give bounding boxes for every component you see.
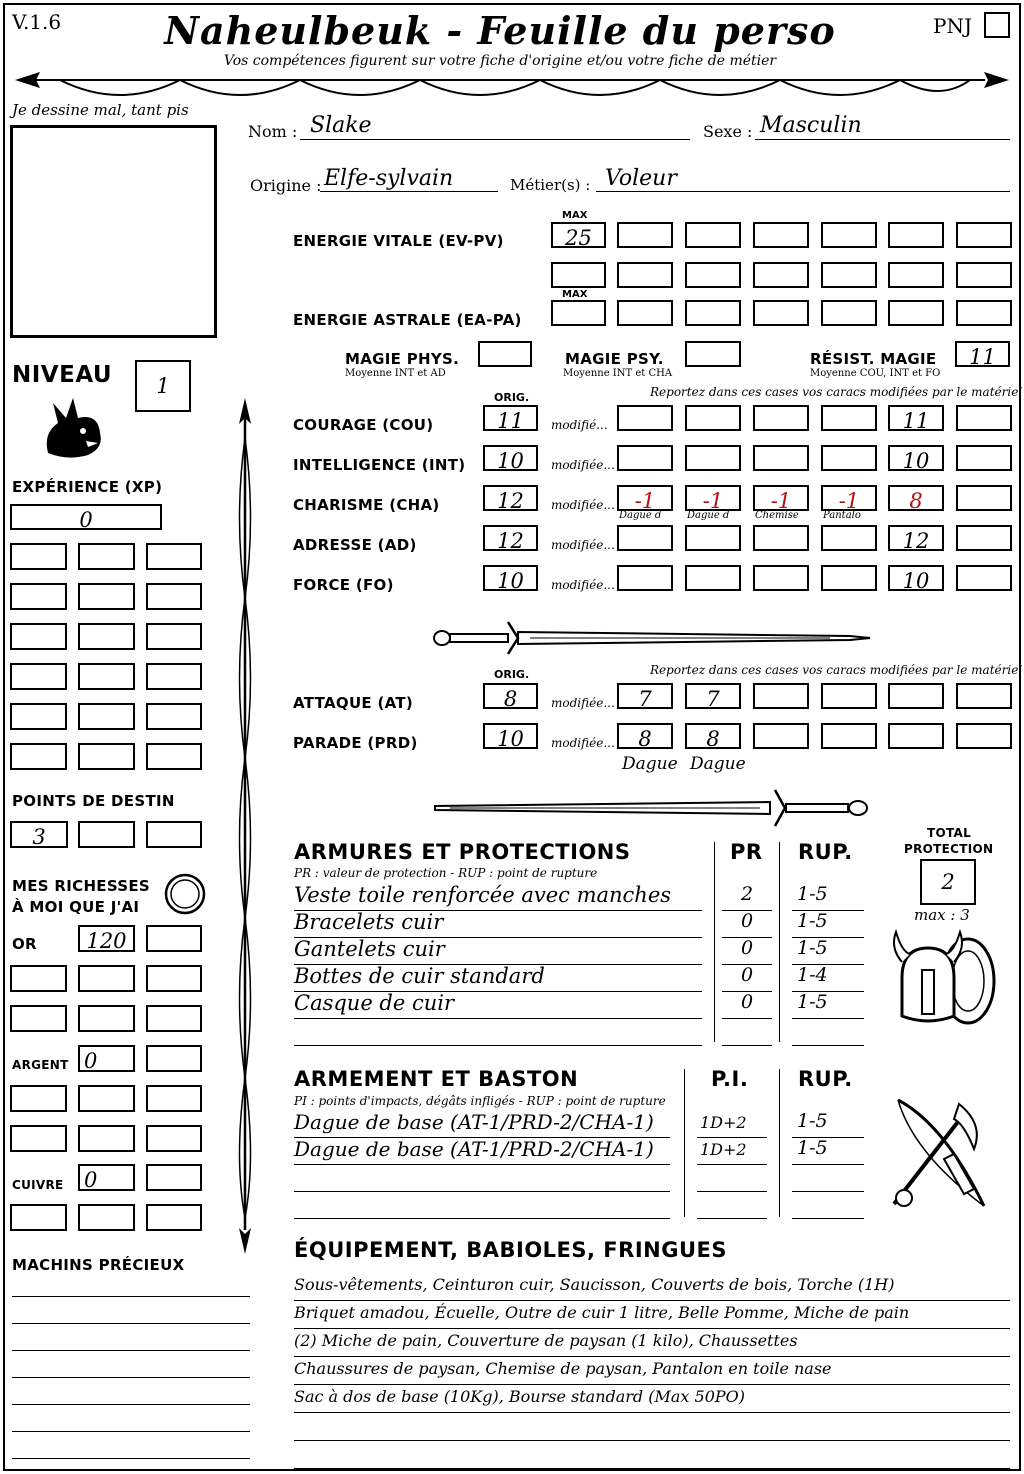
combat-modif-label: modifiée... [551,736,615,750]
destin-box-3[interactable] [146,821,202,848]
stat-mod-box[interactable]: -1 [617,485,673,511]
resist-magie-note: Moyenne COU, INT et FO [810,368,941,379]
sexe-label: Sexe : [703,122,753,141]
armor-item-pr[interactable]: 2 [740,883,754,905]
stat-orig-value[interactable]: 12 [483,485,538,511]
stat-mod-box[interactable] [685,565,741,591]
pnj-checkbox[interactable] [984,12,1010,38]
stat-orig-value[interactable]: 12 [483,525,538,551]
equipment-line[interactable]: Sous-vêtements, Ceinturon cuir, Saucisson, Couverts de bois, Torche (1H) [294,1275,895,1294]
stat-label: ADRESSE (AD) [293,536,417,554]
wealth-box[interactable] [78,965,135,992]
stat-orig-value[interactable]: 10 [483,445,538,471]
xp-box[interactable] [146,543,202,570]
wealth-box[interactable] [10,1005,67,1032]
armor-rup-underline [792,1045,864,1046]
stat-mod-box[interactable]: 10 [888,565,944,591]
helmet-shield-icon [888,926,998,1030]
xp-box[interactable] [78,583,135,610]
armor-item-name[interactable]: Bottes de cuir standard [294,964,545,988]
stat-mod-box[interactable] [617,445,673,471]
portrait-caption: Je dessine mal, tant pis [12,101,189,119]
destin-box-2[interactable] [78,821,135,848]
cuivre-value[interactable]: 0 [78,1164,135,1191]
machins-precieux-label: MACHINS PRÉCIEUX [12,1256,185,1274]
ea-box[interactable] [888,300,944,326]
weapon-item-name[interactable]: Dague de base (AT-1/PRD-2/CHA-1) [294,1137,654,1161]
wealth-box[interactable] [146,1085,202,1112]
sexe-value[interactable]: Masculin [760,113,862,138]
equipment-line[interactable]: Briquet amadou, Écuelle, Outre de cuir 1 litre, Belle Pomme, Miche de pain [294,1303,910,1322]
weapons-subtitle: PI : points d'impacts, dégâts infligés - RUP : point de rupture [294,1094,666,1108]
metier-label: Métier(s) : [510,176,591,194]
combat-mod-box[interactable] [888,683,944,709]
total-protection-label-1: TOTAL [927,826,972,840]
ev-row2-first[interactable] [551,262,606,288]
armor-pr-underline [722,1045,772,1046]
ev-box[interactable] [685,222,741,248]
ea-box[interactable] [753,300,809,326]
ev-box[interactable] [685,262,741,288]
weapon-rup-underline [792,1218,864,1219]
niveau-label: NIVEAU [12,362,113,388]
precious-line[interactable] [12,1323,250,1324]
page-title: Naheulbeuk - Feuille du perso [164,8,836,53]
equipment-title: ÉQUIPEMENT, BABIOLES, FRINGUES [294,1238,727,1262]
stat-mod-box[interactable] [956,445,1012,471]
magie-psy-label: MAGIE PSY. [565,350,664,368]
total-protection-value[interactable]: 2 [920,859,976,905]
ev-max-value[interactable]: 25 [551,222,606,248]
stat-mod-box[interactable]: -1 [821,485,877,511]
wealth-box[interactable] [10,1125,67,1152]
stat-modif-label: modifiée... [551,458,615,472]
precious-line[interactable] [12,1404,250,1405]
stat-mod-box[interactable]: 8 [888,485,944,511]
or-value[interactable]: 120 [78,925,135,952]
ev-box[interactable] [753,262,809,288]
xp-box[interactable] [78,743,135,770]
precious-line[interactable] [12,1350,250,1351]
weapon-item-rup[interactable]: 1-5 [797,1110,828,1132]
equipment-line[interactable]: Sac à dos de base (10Kg), Bourse standard (Max 50PO) [294,1387,746,1406]
weapon-item-rup[interactable]: 1-5 [797,1137,828,1159]
wealth-box[interactable] [10,965,67,992]
weapons-title: ARMEMENT ET BASTON [294,1067,579,1091]
wealth-box[interactable] [146,1125,202,1152]
xp-label: EXPÉRIENCE (XP) [12,478,163,496]
richesses-label-2: À MOI QUE J'AI [12,898,140,916]
niveau-value[interactable]: 1 [135,360,191,412]
equipment-underline [294,1300,1010,1301]
xp-box[interactable] [78,663,135,690]
weapon-item-pi[interactable]: 1D+2 [700,1140,747,1159]
xp-box[interactable] [146,583,202,610]
ea-box[interactable] [685,300,741,326]
precious-line[interactable] [12,1377,250,1378]
magie-phys-value[interactable] [478,341,532,367]
weapon-item-pi[interactable]: 1D+2 [700,1113,747,1132]
pnj-label: PNJ [933,14,972,38]
xp-box[interactable] [10,663,67,690]
xp-box[interactable] [10,743,67,770]
stat-orig-value[interactable]: 11 [483,405,538,431]
dragon-icon [38,393,108,463]
combat-mod-box[interactable]: 8 [685,723,741,749]
equipment-line[interactable]: Chaussures de paysan, Chemise de paysan, Pantalon en toile nase [294,1359,832,1378]
combat-mod-box[interactable] [956,723,1012,749]
stat-mod-box[interactable] [821,405,877,431]
combat-mod-box[interactable] [753,683,809,709]
stat-mod-box[interactable] [821,565,877,591]
metier-value[interactable]: Voleur [605,166,677,191]
armor-item-name[interactable]: Gantelets cuir [294,937,445,961]
total-protection-label-2: PROTECTION [904,842,994,856]
stat-mod-box[interactable] [617,405,673,431]
or-box-2[interactable] [146,925,202,952]
armor-item-rup[interactable]: 1-5 [797,910,828,932]
stat-mod-box[interactable] [753,405,809,431]
combat-mod-box[interactable] [821,723,877,749]
xp-box[interactable] [146,623,202,650]
resist-magie-label: RÉSIST. MAGIE [810,350,937,368]
equipment-underline [294,1356,1010,1357]
armor-item-rup[interactable]: 1-4 [797,964,828,986]
combat-mod-box[interactable] [956,683,1012,709]
stat-mod-box[interactable] [685,405,741,431]
stat-mod-note: Dague d [619,510,662,521]
ev-box[interactable] [821,262,877,288]
cuivre-label: CUIVRE [12,1178,64,1192]
ev-label: ENERGIE VITALE (EV-PV) [293,232,504,250]
armor-item-name[interactable]: Casque de cuir [294,991,455,1015]
total-protection-max: max : 3 [914,906,970,924]
equipment-underline [294,1412,1010,1413]
wealth-box[interactable] [146,1005,202,1032]
armor-item-underline [294,1045,702,1046]
ea-max-label: MAX [562,289,588,300]
page-subtitle: Vos compétences figurent sur votre fiche d'origine et/ou votre fiche de métier [223,53,777,69]
wealth-box[interactable] [146,1204,202,1231]
nom-underline [300,139,690,140]
stat-mod-box[interactable] [753,445,809,471]
wealth-box[interactable] [10,1085,67,1112]
ev-box[interactable] [617,262,673,288]
combat-orig-value[interactable]: 10 [483,723,538,749]
equipment-underline [294,1468,1010,1469]
stat-mod-box[interactable] [685,525,741,551]
sexe-underline [755,139,1010,140]
wealth-box[interactable] [10,1204,67,1231]
armor-rup-header: RUP. [798,840,853,864]
xp-box[interactable] [78,623,135,650]
stat-mod-box[interactable] [617,565,673,591]
stat-mod-box[interactable] [956,565,1012,591]
destin-label: POINTS DE DESTIN [12,792,175,810]
stat-mod-note: Pantalo [823,510,861,521]
stat-label: FORCE (FO) [293,576,394,594]
weapons-rup-header: RUP. [798,1067,853,1091]
weapon-item-underline [294,1164,670,1165]
wealth-box[interactable] [78,1085,135,1112]
stat-label: COURAGE (COU) [293,416,434,434]
precious-line[interactable] [12,1431,250,1432]
weapon-item-underline [294,1191,670,1192]
combat-modif-label: modifiée... [551,696,615,710]
origine-label: Origine : [250,176,322,195]
metier-underline [596,191,1010,192]
armor-item-rup[interactable]: 1-5 [797,883,828,905]
combat-mod-box[interactable]: 7 [617,683,673,709]
xp-box[interactable] [78,543,135,570]
ev-box[interactable] [956,222,1012,248]
resist-magie-value[interactable]: 11 [955,341,1010,367]
stat-mod-box[interactable] [956,405,1012,431]
combat-orig-value[interactable]: 8 [483,683,538,709]
magie-phys-note: Moyenne INT et AD [345,368,446,379]
coin-icon [163,872,207,916]
sword-decoration-1 [430,612,875,664]
xp-box[interactable] [78,703,135,730]
stat-modif-label: modifiée... [551,578,615,592]
armor-item-rup[interactable]: 1-5 [797,991,828,1013]
stat-mod-box[interactable] [753,525,809,551]
magie-psy-note: Moyenne INT et CHA [563,368,673,379]
richesses-label-1: MES RICHESSES [12,877,151,895]
armor-item-underline [294,1018,702,1019]
armor-pr-header: PR [730,840,763,864]
ev-box[interactable] [888,222,944,248]
xp-box[interactable] [10,583,67,610]
combat-label: PARADE (PRD) [293,734,418,752]
armor-item-rup[interactable]: 1-5 [797,937,828,959]
stat-mod-box[interactable]: -1 [753,485,809,511]
combat-report-note: Reportez dans ces cases vos caracs modifiées par le matériel [650,663,1023,677]
xp-box[interactable] [10,543,67,570]
stats-orig-label: ORIG. [494,391,530,404]
weapon-rup-underline [792,1191,864,1192]
stat-modif-label: modifiée... [551,498,615,512]
origine-underline [320,191,498,192]
xp-box[interactable] [146,743,202,770]
xp-box[interactable] [146,703,202,730]
combat-weapon-note-2: Dague [690,754,746,774]
xp-box[interactable] [146,663,202,690]
destin-value[interactable]: 3 [10,821,68,848]
stat-mod-box[interactable] [956,525,1012,551]
equipment-underline [294,1384,1010,1385]
precious-line[interactable] [12,1296,250,1297]
stat-mod-box[interactable] [685,445,741,471]
weapon-rup-underline [792,1164,864,1165]
xp-value[interactable]: 0 [10,504,162,530]
armor-item-pr[interactable]: 0 [740,910,754,932]
ea-label: ENERGIE ASTRALE (EA-PA) [293,311,522,329]
combat-weapon-note-1: Dague [622,754,678,774]
ev-box[interactable] [617,222,673,248]
ev-box[interactable] [821,222,877,248]
stat-orig-value[interactable]: 10 [483,565,538,591]
armor-subtitle: PR : valeur de protection - RUP : point de rupture [294,866,598,880]
stat-mod-note: Chemise [755,510,799,521]
sword-decoration-2 [430,782,875,834]
wealth-box[interactable] [78,1125,135,1152]
stat-mod-box[interactable] [956,485,1012,511]
ev-box[interactable] [888,262,944,288]
armor-title: ARMURES ET PROTECTIONS [294,840,631,864]
armor-item-name[interactable]: Bracelets cuir [294,910,444,934]
stat-modif-label: modifié... [551,418,608,432]
argent-box-2[interactable] [146,1045,202,1072]
weapons-pi-header: P.I. [711,1067,749,1091]
stat-label: CHARISME (CHA) [293,496,440,514]
stat-mod-box[interactable] [753,565,809,591]
weapons-col-divider-1 [684,1069,685,1217]
armor-item-pr[interactable]: 0 [740,964,754,986]
weapon-pi-underline [697,1218,767,1219]
vertical-spear-decoration [230,398,260,1254]
ev-box[interactable] [753,222,809,248]
argent-label: ARGENT [12,1058,69,1072]
weapon-pi-underline [697,1164,767,1165]
ea-box[interactable] [956,300,1012,326]
ea-max-value[interactable] [551,300,606,326]
xp-box[interactable] [10,623,67,650]
combat-mod-box[interactable] [821,683,877,709]
armor-item-pr[interactable]: 0 [740,991,754,1013]
armor-item-pr[interactable]: 0 [740,937,754,959]
armor-col-divider-1 [714,842,715,1042]
stat-mod-box[interactable]: 11 [888,405,944,431]
combat-mod-box[interactable]: 7 [685,683,741,709]
combat-orig-label: ORIG. [494,668,530,681]
version-label: V.1.6 [12,10,62,34]
argent-value[interactable]: 0 [78,1045,135,1072]
wealth-box[interactable] [78,1005,135,1032]
crossed-weapons-icon [884,1094,996,1214]
armor-pr-underline [722,1018,772,1019]
portrait-box[interactable] [10,125,217,338]
origine-value[interactable]: Elfe-sylvain [324,166,454,191]
ea-box[interactable] [617,300,673,326]
nom-value[interactable]: Slake [310,113,372,138]
wealth-box[interactable] [78,1204,135,1231]
combat-mod-box[interactable] [888,723,944,749]
weapon-item-name[interactable]: Dague de base (AT-1/PRD-2/CHA-1) [294,1110,654,1134]
ev-box[interactable] [956,262,1012,288]
nom-label: Nom : [248,122,298,141]
combat-mod-box[interactable]: 8 [617,723,673,749]
stat-mod-box[interactable] [821,525,877,551]
precious-line[interactable] [12,1458,250,1459]
equipment-line[interactable]: (2) Miche de pain, Couverture de paysan (1 kilo), Chaussettes [294,1331,798,1350]
stat-mod-box[interactable] [821,445,877,471]
stat-label: INTELLIGENCE (INT) [293,456,466,474]
combat-label: ATTAQUE (AT) [293,694,414,712]
combat-mod-box[interactable] [753,723,809,749]
equipment-underline [294,1440,1010,1441]
armor-rup-underline [792,1018,864,1019]
stats-report-note: Reportez dans ces cases vos caracs modifiées par le matériel [650,385,1023,399]
stat-mod-box[interactable]: 10 [888,445,944,471]
stat-mod-box[interactable] [617,525,673,551]
magie-phys-label: MAGIE PHYS. [345,350,460,368]
weapon-item-underline [294,1218,670,1219]
stat-mod-box[interactable]: 12 [888,525,944,551]
or-label: OR [12,935,37,953]
magie-psy-value[interactable] [685,341,741,367]
weapons-col-divider-2 [779,1069,780,1217]
ev-max-label: MAX [562,210,588,221]
ea-box[interactable] [821,300,877,326]
equipment-underline [294,1328,1010,1329]
wealth-box[interactable] [146,965,202,992]
stat-mod-box[interactable]: -1 [685,485,741,511]
cuivre-box-2[interactable] [146,1164,202,1191]
weapon-pi-underline [697,1137,767,1138]
armor-item-name[interactable]: Veste toile renforcée avec manches [294,883,672,907]
xp-box[interactable] [10,703,67,730]
stat-mod-note: Dague d [687,510,730,521]
stat-modif-label: modifiée... [551,538,615,552]
armor-col-divider-2 [779,842,780,1042]
weapon-pi-underline [697,1191,767,1192]
